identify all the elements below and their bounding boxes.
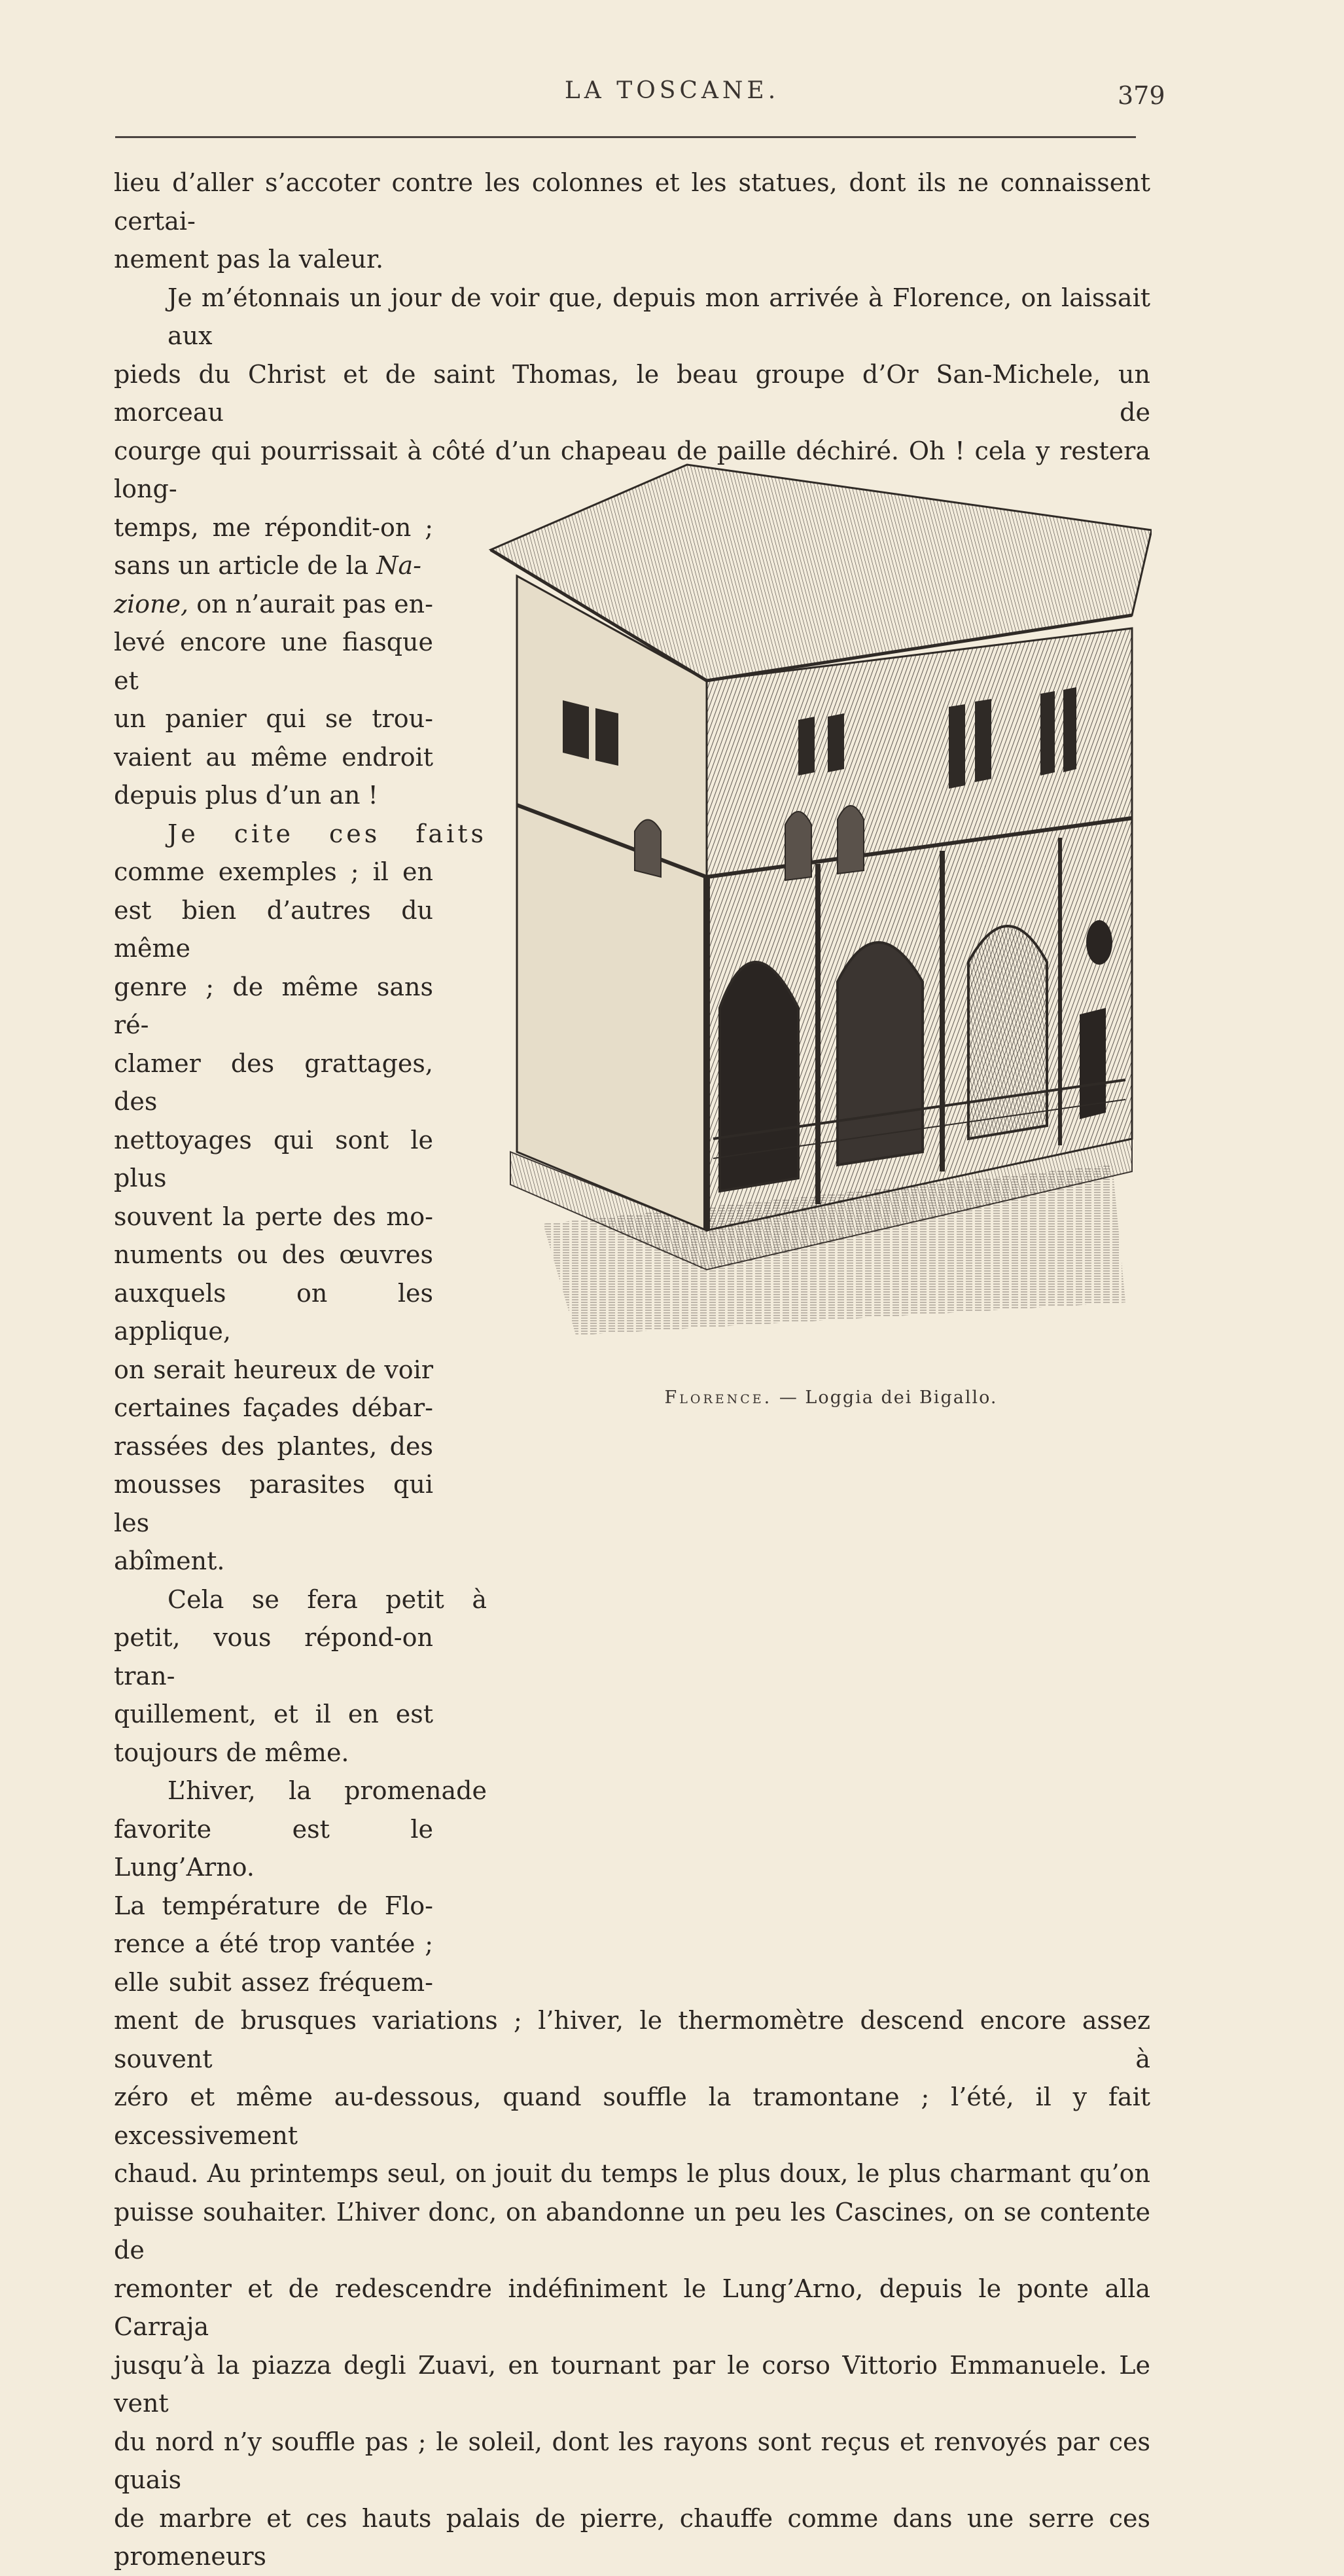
page-number: 379	[1118, 81, 1165, 110]
text-line: est bien d’autres du même	[114, 895, 433, 963]
text-line: de marbre et ces hauts palais de pierre, chauffe comme dans une serre ces promeneurs	[114, 2503, 1150, 2571]
text-line: clamer des grattages, des	[114, 1048, 433, 1116]
text-line: Je cite ces faits	[168, 819, 487, 848]
text-line: ment de brusques variations ; l’hiver, le thermomètre descend encore assez souvent à	[114, 2006, 1150, 2073]
text-line: puisse souhaiter. L’hiver donc, on abandonne un peu les Cascines, on se contente de	[114, 2197, 1150, 2264]
italic-term: zione,	[114, 589, 189, 618]
text-line: comme exemples ; il en	[114, 857, 433, 886]
text-line: zéro et même au-dessous, quand souffle la tramontane ; l’été, il y fait excessivement	[114, 2083, 1150, 2150]
text-line: abîment.	[114, 1547, 225, 1575]
text-line: certaines façades débar-	[114, 1393, 433, 1422]
text-line: petit, vous répond-on tran-	[114, 1623, 433, 1690]
text-fragment: on n’aurait pas en-	[196, 589, 433, 618]
text-line: un panier qui se trou-	[114, 704, 433, 733]
text-line: du nord n’y souffle pas ; le soleil, dont les rayons sont reçus et renvoyés par ces quais	[114, 2427, 1150, 2494]
text-line: on serait heureux de voir	[114, 1355, 433, 1384]
text-line: numents ou des œuvres	[114, 1240, 433, 1269]
running-title: LA TOSCANE.	[564, 77, 780, 104]
text-line: L’hiver, la promenade	[168, 1776, 487, 1805]
caption-title: Loggia dei Bigallo.	[805, 1387, 998, 1408]
text-line: chaud. Au printemps seul, on jouit du temps le plus doux, le plus charmant qu’on	[114, 2159, 1150, 2188]
text-line: toujours de même.	[114, 1738, 349, 1767]
text-line: lieu d’aller s’accoter contre les colonnes et les statues, dont ils ne connaissent certai-	[114, 168, 1150, 236]
text-line	[114, 546, 433, 585]
text-line: mousses parasites qui les	[114, 1470, 433, 1537]
text-line: jusqu’à la piazza degli Zuavi, en tournant par le corso Vittorio Emmanuele. Le vent	[114, 2350, 1150, 2418]
figure-caption	[628, 1387, 1034, 1408]
text-line: favorite est le Lung’Arno.	[114, 1814, 433, 1882]
text-fragment: sans un article de la	[114, 551, 369, 580]
text-line: Cela se fera petit à	[168, 1584, 487, 1614]
text-line: souvent la perte des mo-	[114, 1202, 433, 1231]
text-line: quillement, et il en est	[114, 1700, 433, 1728]
text-line: depuis plus d’un an !	[114, 781, 378, 810]
text-line: vaient au même endroit	[114, 742, 433, 772]
text-line: Je m’étonnais un jour de voir que, depuis mon arrivée à Florence, on laissait aux	[168, 283, 1150, 350]
text-line: genre ; de même sans ré-	[114, 972, 433, 1039]
text-line: rassées des plantes, des	[114, 1431, 433, 1461]
text-line: elle subit assez fréquem-	[114, 1967, 433, 1997]
text-line: remonter et de redescendre indéfiniment le Lung’Arno, depuis le ponte alla Carraja	[114, 2274, 1150, 2341]
text-line: pieds du Christ et de saint Thomas, le beau groupe d’Or San-Michele, un morceau de	[114, 359, 1150, 427]
header-rule	[115, 136, 1136, 138]
italic-term: Na-	[376, 551, 422, 580]
caption-dash: —	[779, 1387, 798, 1408]
caption-place: Florence.	[664, 1387, 773, 1408]
text-line: La température de Flo-	[114, 1891, 433, 1920]
text-line: nettoyages qui sont le plus	[114, 1125, 433, 1192]
text-line: auxquels on les applique,	[114, 1278, 433, 1346]
text-line: levé encore une fiasque et	[114, 628, 433, 695]
text-line: nement pas la valeur.	[114, 245, 384, 274]
text-line: courge qui pourrissait à côté d’un chapeau de paille déchiré. Oh ! cela y restera long-	[114, 436, 1150, 503]
text-line	[114, 585, 433, 624]
text-line: temps, me répondit-on ;	[114, 512, 433, 542]
text-line: rence a été trop vantée ;	[114, 1929, 433, 1958]
loggia-engraving	[471, 419, 1152, 1361]
